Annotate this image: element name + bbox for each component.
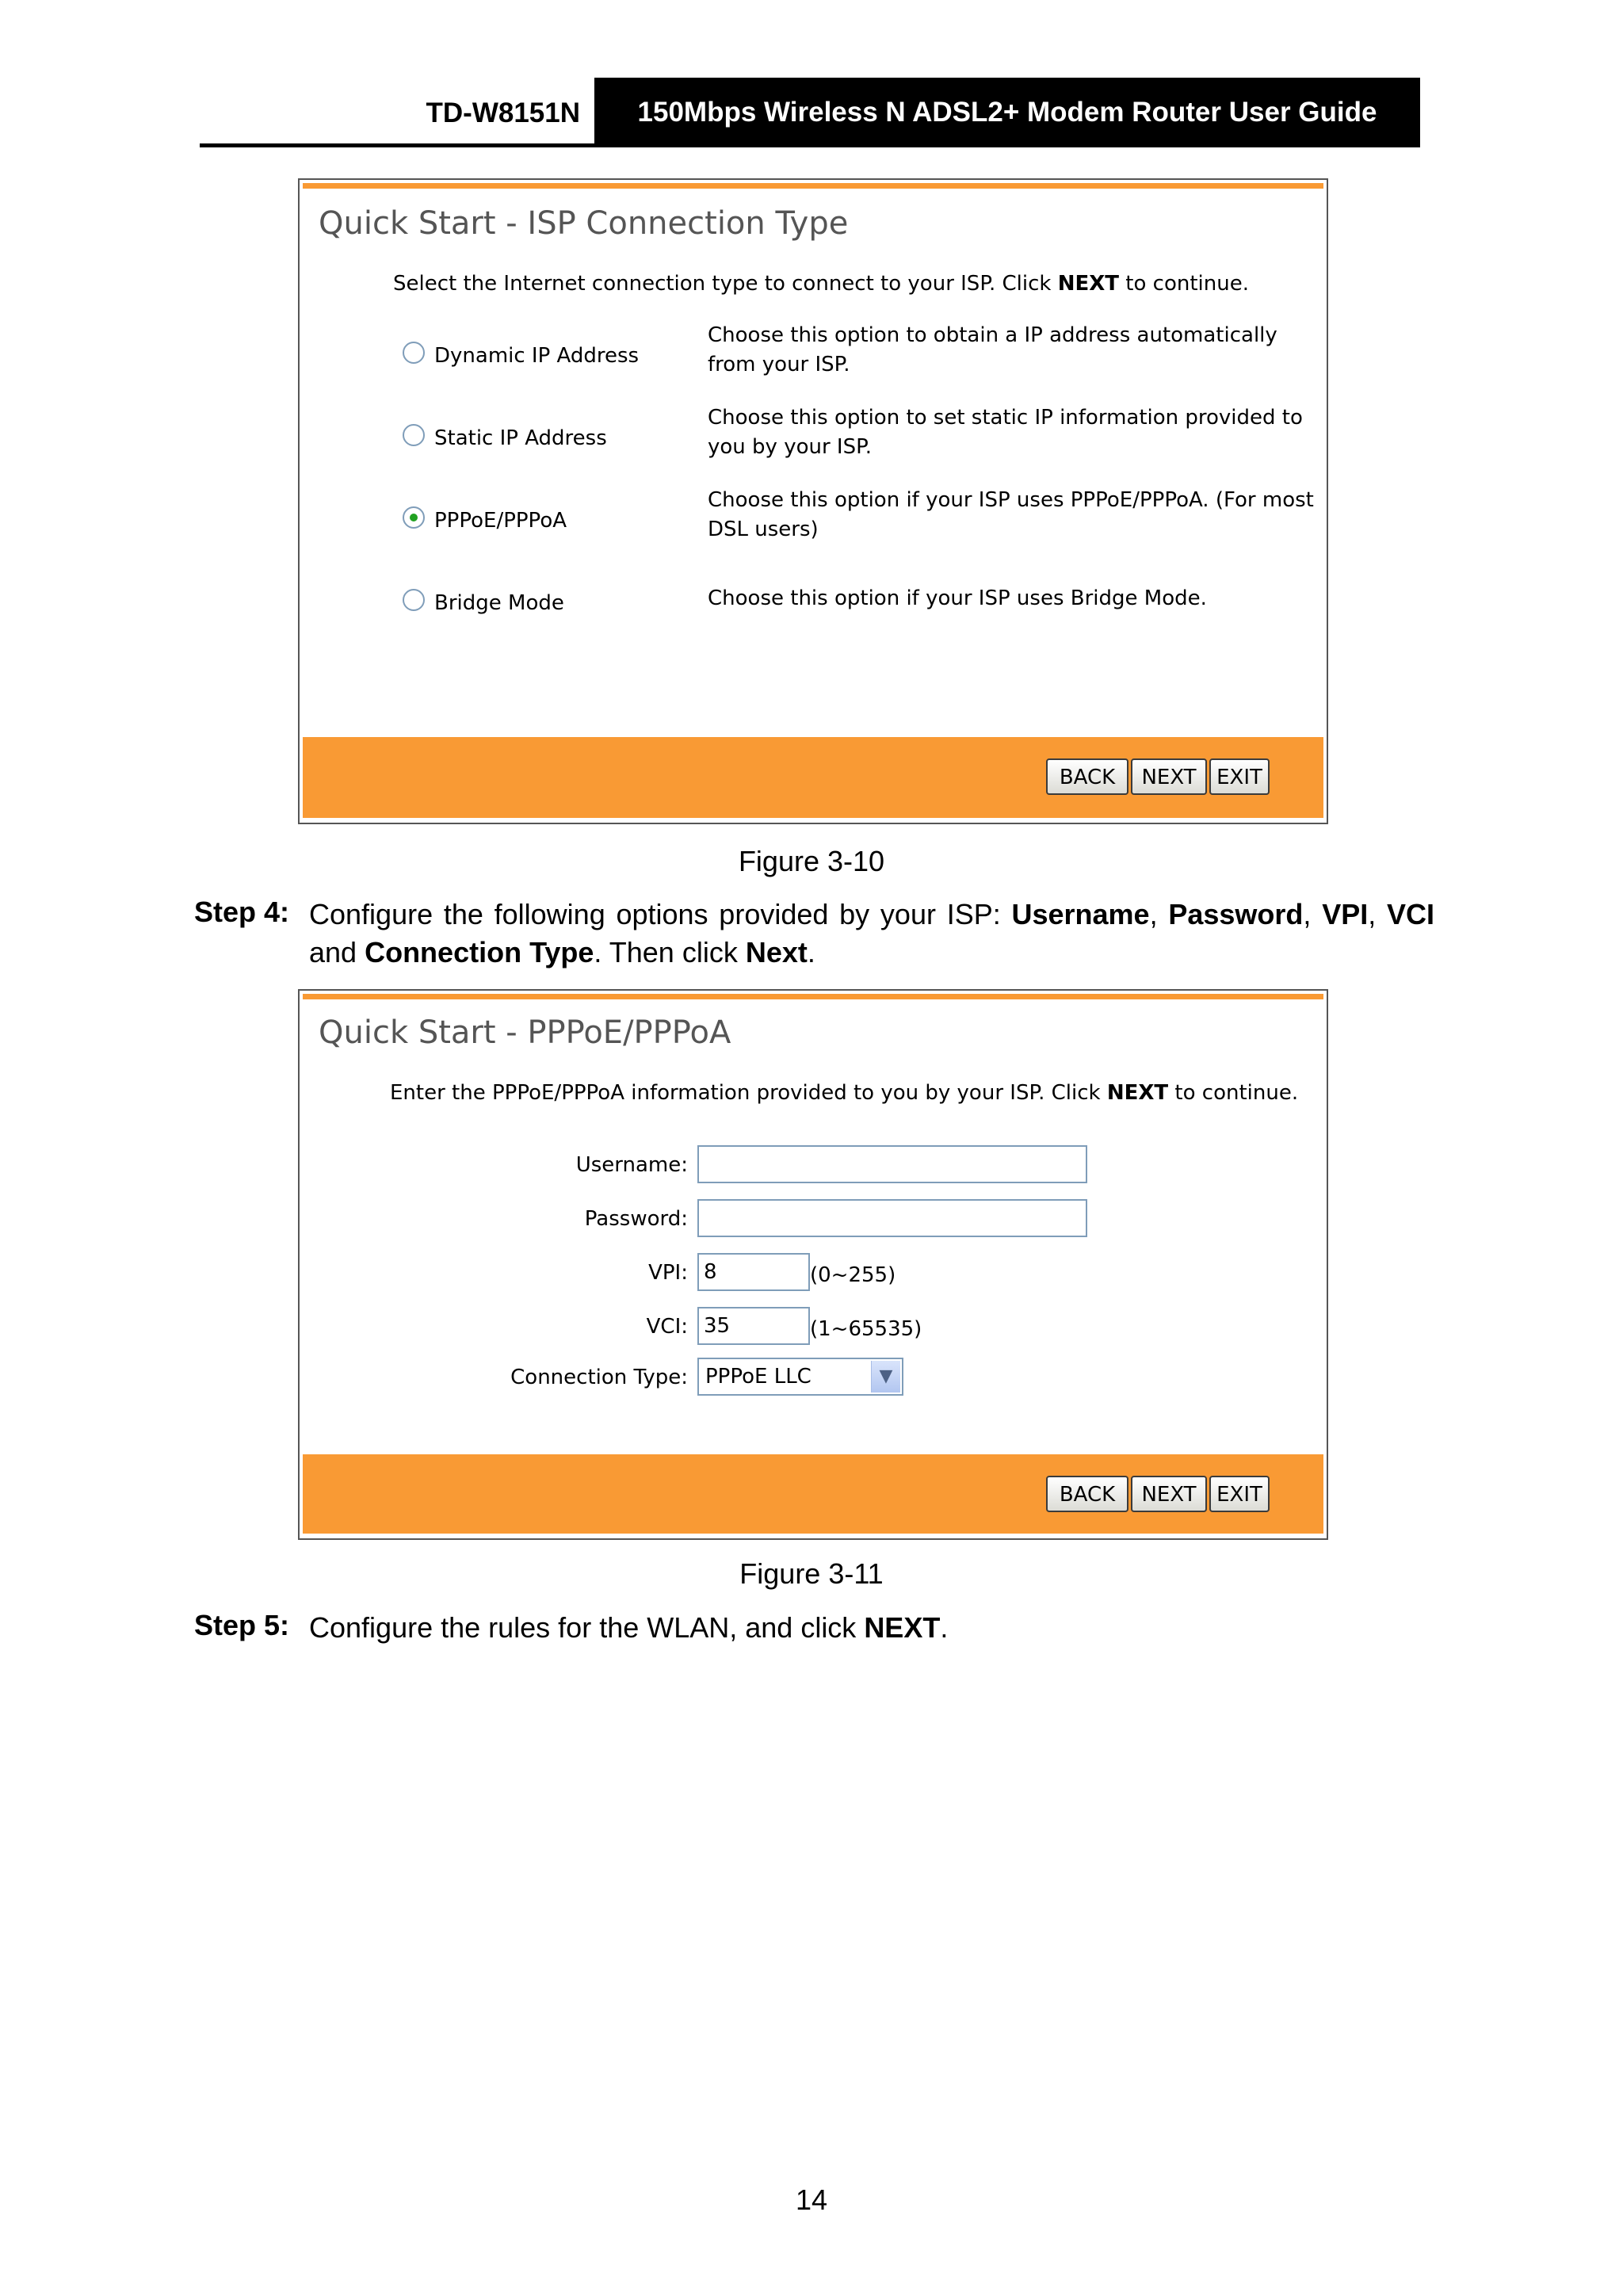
intro-text-part: to continue. [1119,272,1249,296]
step-text-part: . Then click [594,936,746,968]
step-text [309,1609,1434,1647]
dynamic-ip-label: Dynamic IP Address [434,344,640,368]
step-text-bold: NEXT [864,1611,941,1644]
isp-connection-type-screenshot [298,178,1328,824]
step-text-part: . [940,1611,949,1644]
intro-text [393,272,1249,296]
password-label: Password: [584,1207,688,1231]
button-bar [303,1454,1323,1534]
intro-text-bold: NEXT [1057,272,1120,296]
step-text-part: and [309,936,365,968]
back-button[interactable]: BACK [1046,1476,1128,1512]
static-ip-label: Static IP Address [434,426,607,450]
step-text-part: Configure the following options provided by your ISP: [309,898,1012,930]
connection-type-value: PPPoE LLC [705,1365,812,1389]
intro-text-part: to continue. [1168,1081,1299,1105]
page-number: 14 [795,2183,828,2216]
pppoe-pppoa-screenshot [298,989,1328,1540]
document-model-name: TD-W8151N [426,97,580,128]
step-text-bold: VCI [1386,898,1434,930]
vpi-range-hint: (0~255) [810,1263,896,1287]
step-text-part: Configure the rules for the WLAN, and click [309,1611,865,1644]
step-text-bold: Password [1168,898,1304,930]
username-label: Username: [575,1153,688,1177]
document-guide-title: 150Mbps Wireless N ADSL2+ Modem Router User Guide [594,78,1420,147]
next-button[interactable]: NEXT [1131,758,1207,795]
bridge-mode-radio[interactable] [403,589,425,611]
username-field[interactable] [697,1145,1087,1183]
top-accent-line [303,183,1323,189]
chevron-down-icon[interactable]: ▼ [871,1361,900,1392]
step-text [309,896,1434,972]
step-text-bold: Next [745,936,808,968]
top-accent-line [303,994,1323,999]
vpi-field[interactable]: 8 [697,1253,810,1291]
step-text-part: , [1149,898,1169,930]
step-text-part: . [807,936,815,968]
step-text-part: , [1303,898,1323,930]
connection-type-select[interactable] [697,1358,903,1396]
intro-text [390,1081,1298,1105]
static-ip-description: Choose this option to set static IP information provided to you by your ISP. [708,406,1303,459]
header-rule [200,143,1420,147]
figure-caption: Figure 3-11 [739,1557,884,1590]
pppoe-pppoa-description: Choose this option if your ISP uses PPPoE/PPPoA. (For most DSL users) [708,488,1314,541]
pppoe-pppoa-label: PPPoE/PPPoA [434,509,567,533]
pppoe-pppoa-radio[interactable] [403,506,425,529]
step-text-bold: VPI [1322,898,1369,930]
step-label: Step 5: [194,1609,290,1641]
step-text-bold: Username [1011,898,1150,930]
dynamic-ip-radio[interactable] [403,342,425,364]
back-button[interactable]: BACK [1046,758,1128,795]
vci-field[interactable]: 35 [697,1307,810,1345]
connection-type-label: Connection Type: [510,1366,688,1389]
dynamic-ip-description: Choose this option to obtain a IP address automatically from your ISP. [708,323,1277,376]
step-label: Step 4: [194,896,290,928]
vpi-label: VPI: [648,1261,688,1285]
static-ip-radio[interactable] [403,424,425,446]
next-button[interactable]: NEXT [1131,1476,1207,1512]
bridge-mode-description: Choose this option if your ISP uses Bridge Mode. [708,586,1207,610]
intro-text-bold: NEXT [1106,1081,1169,1105]
step-text-part: , [1368,898,1387,930]
page-title: Quick Start - ISP Connection Type [319,205,849,242]
bridge-mode-label: Bridge Mode [434,591,564,615]
exit-button[interactable]: EXIT [1209,1476,1270,1512]
vci-range-hint: (1~65535) [810,1317,922,1341]
exit-button[interactable]: EXIT [1209,758,1270,795]
page-title: Quick Start - PPPoE/PPPoA [319,1014,731,1051]
intro-text-part: Enter the PPPoE/PPPoA information provided to you by your ISP. Click [390,1081,1107,1105]
step-text-bold: Connection Type [365,936,594,968]
button-bar [303,737,1323,818]
figure-caption: Figure 3-10 [738,845,885,877]
vci-label: VCI: [646,1315,688,1339]
password-field[interactable] [697,1199,1087,1237]
intro-text-part: Select the Internet connection type to connect to your ISP. Click [393,272,1058,296]
